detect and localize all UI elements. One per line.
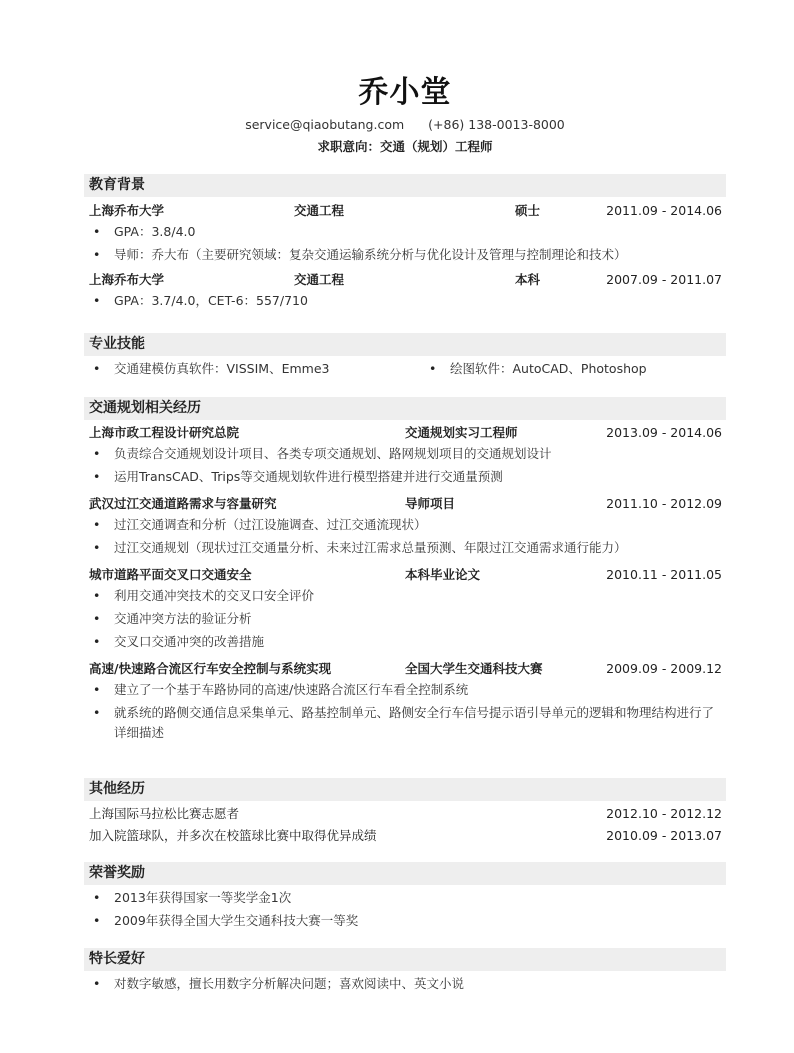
list-item: • 2013年获得国家一等奖学金1次 — [84, 888, 714, 908]
major-name: 交通工程 — [294, 203, 345, 218]
other-entry-text: 加入院篮球队，并多次在校篮球比赛中取得优异成绩 — [89, 828, 377, 843]
school-name: 上海乔布大学 — [89, 272, 165, 287]
email-text: service@qiaobutang.com — [245, 117, 405, 132]
list-item: • 对数字敏感，擅长用数字分析解决问题；喜欢阅读中、英文小说 — [84, 974, 714, 994]
list-item: • 过江交通调查和分析（过江设施调查、过江交通流现状） — [84, 515, 714, 535]
skills-section — [84, 333, 726, 382]
other-experience-section — [84, 778, 726, 847]
degree-name: 硕士 — [515, 203, 541, 218]
hobbies-section — [84, 948, 726, 997]
experience-section — [84, 397, 726, 746]
list-item: • 2009年获得全国大学生交通科技大赛一等奖 — [84, 911, 714, 931]
organization-name: 城市道路平面交叉口交通安全 — [89, 567, 252, 582]
other-entry — [84, 825, 726, 847]
contact-line — [84, 116, 726, 134]
list-item: • 负责综合交通规划设计项目、各类专项交通规划、路网规划项目的交通规划设计 — [84, 444, 714, 464]
school-name: 上海乔布大学 — [89, 203, 165, 218]
date-range: 2012.10 - 2012.12 — [606, 806, 722, 821]
experience-entry-header — [84, 564, 726, 586]
list-item: • GPA：3.8/4.0 — [84, 222, 714, 242]
bullet-list — [84, 444, 726, 487]
bullet-list — [84, 291, 726, 311]
experience-entry-header — [84, 422, 726, 444]
date-range: 2010.11 - 2011.05 — [606, 567, 722, 582]
organization-name: 高速/快速路合流区行车安全控制与系统实现 — [89, 661, 332, 676]
role-name: 导师项目 — [405, 496, 456, 511]
role-name: 全国大学生交通科技大赛 — [405, 661, 543, 676]
bullet-list — [84, 515, 726, 558]
list-item: • 过江交通规划（现状过江交通量分析、未来过江需求总量预测、年限过江交通需求通行能力） — [84, 538, 714, 558]
bullet-list — [84, 974, 726, 994]
list-item: • 就系统的路侧交通信息采集单元、路基控制单元、路侧安全行车信号提示语引导单元的逻辑和物理结构进行了详细描述 — [84, 703, 714, 743]
education-entry-header — [84, 269, 726, 291]
list-item: • 利用交通冲突技术的交叉口安全评价 — [84, 586, 714, 606]
section-title-education: 教育背景 — [84, 174, 726, 197]
section-title-honors: 荣誉奖励 — [84, 862, 726, 885]
skill-item: • 绘图软件：AutoCAD、Photoshop — [420, 359, 647, 379]
other-entry — [84, 803, 726, 825]
experience-entry-header — [84, 493, 726, 515]
other-entry-text: 上海国际马拉松比赛志愿者 — [89, 806, 240, 821]
list-item: • 运用TransCAD、Trips等交通规划软件进行模型搭建并进行交通量预测 — [84, 467, 714, 487]
list-item: • GPA：3.7/4.0，CET-6：557/710 — [84, 291, 714, 311]
education-entry-header — [84, 200, 726, 222]
degree-name: 本科 — [515, 272, 541, 287]
list-item: • 导师：乔大布（主要研究领域：复杂交通运输系统分析与优化设计及管理与控制理论和技术） — [84, 245, 714, 265]
role-name: 交通规划实习工程师 — [405, 425, 518, 440]
date-range: 2009.09 - 2009.12 — [606, 661, 722, 676]
candidate-name: 乔小堂 — [358, 75, 452, 110]
section-title-experience: 交通规划相关经历 — [84, 397, 726, 420]
date-range: 2011.09 - 2014.06 — [606, 203, 722, 218]
date-range: 2007.09 - 2011.07 — [606, 272, 722, 287]
list-item: • 交叉口交通冲突的改善措施 — [84, 632, 714, 652]
major-name: 交通工程 — [294, 272, 345, 287]
bullet-list — [84, 888, 726, 931]
skills-row — [84, 356, 726, 382]
section-title-skills: 专业技能 — [84, 333, 726, 356]
bullet-list — [84, 680, 726, 743]
list-item: • 交通冲突方法的验证分析 — [84, 609, 714, 629]
education-section — [84, 174, 726, 314]
skill-item: • 交通建模仿真软件：VISSIM、Emme3 — [84, 359, 329, 379]
date-range: 2013.09 - 2014.06 — [606, 425, 722, 440]
date-range: 2011.10 - 2012.09 — [606, 496, 722, 511]
job-objective: 求职意向：交通（规划）工程师 — [317, 139, 493, 154]
role-name: 本科毕业论文 — [405, 567, 481, 582]
honors-section — [84, 862, 726, 934]
list-item: • 建立了一个基于车路协同的高速/快速路合流区行车看全控制系统 — [84, 680, 714, 700]
organization-name: 武汉过江交通道路需求与容量研究 — [89, 496, 277, 511]
bullet-list — [84, 222, 726, 265]
section-title-other: 其他经历 — [84, 778, 726, 801]
resume-header — [84, 72, 726, 156]
experience-entry-header — [84, 658, 726, 680]
date-range: 2010.09 - 2013.07 — [606, 828, 722, 843]
phone-text: (+86) 138-0013-8000 — [428, 117, 565, 132]
section-title-hobbies: 特长爱好 — [84, 948, 726, 971]
bullet-list — [84, 586, 726, 652]
organization-name: 上海市政工程设计研究总院 — [89, 425, 240, 440]
